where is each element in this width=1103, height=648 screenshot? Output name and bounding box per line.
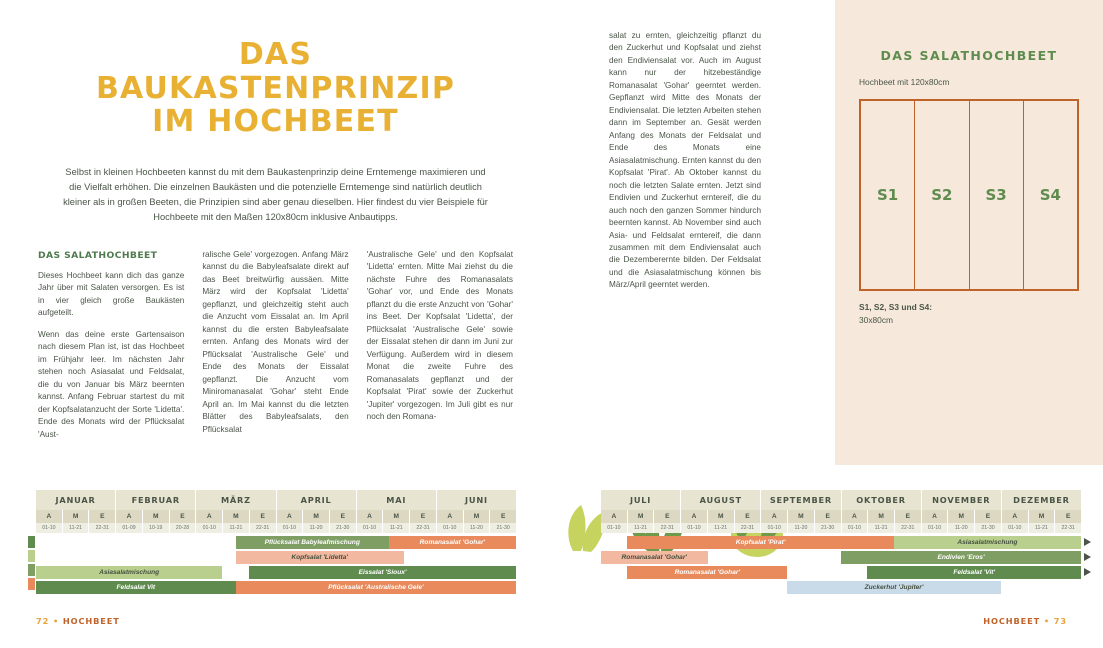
crop-bar: Romanasalat 'Gohar' — [389, 536, 516, 549]
day-range: 11-21 — [63, 523, 90, 533]
side-tab — [28, 564, 35, 576]
calendar-bars — [36, 536, 516, 594]
bar-row — [36, 551, 516, 564]
ame-cell: E — [654, 510, 680, 523]
day-range: 21-30 — [975, 523, 1001, 533]
calendar-days-row — [601, 523, 1081, 533]
ame-cell: E — [89, 510, 115, 523]
continues-arrow-icon — [1084, 568, 1091, 576]
calendar-ame-row — [36, 510, 516, 523]
ame-cell: E — [735, 510, 761, 523]
ame-cell: M — [788, 510, 815, 523]
bed-note-bold: S1, S2, S3 und S4: — [859, 302, 933, 312]
day-range: 11-20 — [788, 523, 815, 533]
crop-bar: Kopfsalat 'Pirat' — [627, 536, 893, 549]
section-heading: DAS SALATHOCHBEET — [38, 249, 158, 261]
calendar-month-header — [36, 490, 516, 510]
day-range: 22-31 — [410, 523, 436, 533]
day-range: 21-30 — [490, 523, 516, 533]
ame-cell: A — [601, 510, 628, 523]
ame-cell: A — [116, 510, 143, 523]
month-label: NOVEMBER — [922, 490, 1002, 510]
ame-cell: E — [895, 510, 921, 523]
panel-title: DAS SALATHOCHBEET — [880, 48, 1058, 63]
bar-row — [601, 536, 1081, 549]
bar-row — [601, 581, 1081, 594]
day-range: 11-21 — [223, 523, 250, 533]
ame-cell: E — [330, 510, 356, 523]
day-range: 11-20 — [948, 523, 975, 533]
body-columns — [38, 249, 513, 450]
day-range: 22-31 — [89, 523, 115, 533]
footer-separator: • — [52, 616, 60, 626]
day-range: 22-31 — [895, 523, 921, 533]
footer-chapter: HOCHBEET — [62, 616, 120, 626]
day-range: 01-10 — [842, 523, 869, 533]
bed-cell-s3: S3 — [970, 101, 1024, 289]
side-tab — [28, 578, 35, 590]
month-label: APRIL — [277, 490, 357, 510]
crop-bar: Eissalat 'Sioux' — [249, 566, 516, 579]
paragraph: 'Australische Gele' und den Kopfsalat 'Lidetta' ernten. Mitte Mai ziehst du die nächste Fuhre des Romanasalats 'Gohar' vor, und Ende des Monats pflanzt du die erste Anzucht von 'Gohar' ins Beet. Der Kopfsalat 'Lidetta', der Pflücksalat 'Australische Gele' sowie der Eissalat stehen dir dann im Juni zur Verfügung. Außerdem wird in diesem Monat die zweite Fuhre des Romanasalats gepflanzt und der Kopfsalat 'Pirat' sowie der Zuckerhut 'Jupiter' vorgezogen. Im Juli gibt es nur noch den Romana- — [366, 249, 513, 422]
page-title — [60, 38, 491, 139]
month-label: JUNI — [437, 490, 516, 510]
day-range: 22-31 — [250, 523, 276, 533]
ame-cell: M — [948, 510, 975, 523]
month-label: DEZEMBER — [1002, 490, 1081, 510]
ame-cell: M — [868, 510, 895, 523]
month-label: OKTOBER — [842, 490, 922, 510]
day-range: 10-19 — [143, 523, 170, 533]
ame-cell: A — [36, 510, 63, 523]
day-range: 01-10 — [601, 523, 628, 533]
day-range: 11-21 — [628, 523, 655, 533]
crop-bar: Feldsalat 'Vit' — [867, 566, 1081, 579]
ame-cell: A — [277, 510, 304, 523]
day-range: 01-10 — [36, 523, 63, 533]
footer-right — [983, 616, 1067, 626]
column-2 — [202, 249, 348, 450]
crop-bar: Pflücksalat 'Australische Gele' — [236, 581, 516, 594]
day-range: 11-21 — [383, 523, 410, 533]
page-number: 72 — [36, 616, 50, 626]
calendar-second-half — [601, 490, 1081, 596]
paragraph: Wenn das deine erste Gartensaison nach diesem Plan ist, ist das Hochbeet im Frühjahr leer. Im nächsten Jahr stehen noch Asiasalat und Feldsalat, die du von Januar bis März beernten kannst. Anfang Februar startest du mit der Kopfsalatanzucht der Sorte 'Lidetta'. Ende des Monats wird der Pflücksalat 'Aust- — [38, 329, 185, 439]
ame-cell: A — [922, 510, 949, 523]
continues-arrow-icon — [1084, 553, 1091, 561]
ame-cell: E — [410, 510, 436, 523]
crop-bar: Endivien 'Eros' — [841, 551, 1081, 564]
column-3 — [367, 249, 513, 450]
bar-row — [601, 566, 1081, 579]
calendar-days-row — [36, 523, 516, 533]
footer-chapter: HOCHBEET — [983, 616, 1041, 626]
ame-cell: A — [357, 510, 384, 523]
title-line-1: DAS BAUKASTENPRINZIP — [95, 37, 456, 106]
title-line-2: IM HOCHBEET — [152, 104, 399, 140]
footer-separator: • — [1043, 616, 1051, 626]
day-range: 11-21 — [1029, 523, 1056, 533]
month-label: JULI — [601, 490, 681, 510]
intro-paragraph: Selbst in kleinen Hochbeeten kannst du mit dem Baukastenprinzip deine Erntemenge maximieren und die Vielfalt erhöhen. Die einzelnen Baukästen und die potenzielle Erntemenge sind natürlich deutlich kleiner als in großen Beeten, die Prinzipien sind aber genau dieselben. Hier findest du vier Beispiele für Hochbeete mit den Maßen 120x80cm inklusive Anbautipps. — [63, 166, 488, 222]
crop-bar: Pflücksalat Babyleafmischung — [236, 536, 389, 549]
bed-cell-s1: S1 — [861, 101, 915, 289]
ame-cell: M — [303, 510, 330, 523]
ame-cell: M — [383, 510, 410, 523]
month-label: AUGUST — [681, 490, 761, 510]
day-range: 01-10 — [196, 523, 223, 533]
ame-cell: E — [250, 510, 276, 523]
calendar-ame-row — [601, 510, 1081, 523]
day-range: 01-10 — [357, 523, 384, 533]
ame-cell: E — [170, 510, 196, 523]
bed-note-size: 30x80cm — [859, 314, 893, 325]
month-label: FEBRUAR — [116, 490, 196, 510]
calendar-month-header — [601, 490, 1081, 510]
ame-cell: M — [628, 510, 655, 523]
ame-cell: M — [223, 510, 250, 523]
day-range: 21-30 — [330, 523, 356, 533]
day-range: 01-09 — [116, 523, 143, 533]
ame-cell: M — [63, 510, 90, 523]
panel-subtitle: Hochbeet mit 120x80cm — [859, 77, 950, 87]
ame-cell: A — [842, 510, 869, 523]
day-range: 01-10 — [922, 523, 949, 533]
side-tab — [28, 536, 35, 548]
paragraph: salat zu ernten, gleichzeitig pflanzt du den Zuckerhut und Kopfsalat und ziehst den Endiviensalat vor. Auch im August kann nur der hitzebeständige Romanasalat 'Gohar' geerntet werden. Gepflanzt wird Mitte des Monats der Endiviensalat. Die letzten Arbeiten stehen dann im September an. Gesät werden Anfang des Monats der Feldsalat und Ende des Monats eine Asiasalatmischung. Ernten kannst du den Kopfsalat 'Pirat'. Ab Oktober kannst du noch die letzten Salate ernten. Jetzt sind Endivien und Zuckerhut erntereif, die du auch noch den ganzen Sommer hindurch beernten kannst. Ab November sind auch Asia- und Feldsalat erntereif, die dann zusammen mit dem Endiviensalat auch die Dezemberernte bilden. Der Feldsalat und die Asiasalatmischung können bis März/April geerntet werden. — [609, 31, 761, 290]
side-tab — [28, 550, 35, 562]
day-range: 11-21 — [868, 523, 895, 533]
bar-row — [36, 581, 516, 594]
ame-cell: M — [464, 510, 491, 523]
bed-cell-s2: S2 — [915, 101, 969, 289]
day-range: 01-10 — [1002, 523, 1029, 533]
day-range: 01-10 — [681, 523, 708, 533]
ame-cell: E — [975, 510, 1001, 523]
day-range: 22-31 — [735, 523, 761, 533]
month-label: MÄRZ — [196, 490, 276, 510]
month-label: SEPTEMBER — [761, 490, 841, 510]
side-tab-group — [28, 536, 35, 590]
day-range: 01-10 — [761, 523, 788, 533]
continues-arrow-icon — [1084, 538, 1091, 546]
day-range: 01-10 — [277, 523, 304, 533]
crop-bar: Asiasalatmischung — [894, 536, 1081, 549]
day-range: 22-31 — [654, 523, 680, 533]
ame-cell: A — [681, 510, 708, 523]
ame-cell: M — [143, 510, 170, 523]
bed-cell-s4: S4 — [1039, 186, 1061, 204]
ame-cell: A — [437, 510, 464, 523]
crop-bar: Zuckerhut 'Jupiter' — [787, 581, 1001, 594]
day-range: 11-21 — [708, 523, 735, 533]
right-page — [551, 0, 1103, 648]
ame-cell: E — [490, 510, 516, 523]
column-1 — [38, 249, 184, 450]
raised-bed-diagram — [859, 99, 1079, 291]
ame-cell: M — [708, 510, 735, 523]
day-range: 11-20 — [464, 523, 491, 533]
left-page — [0, 0, 551, 648]
illustration-panel — [835, 0, 1103, 465]
day-range: 20-28 — [170, 523, 196, 533]
ame-cell: E — [815, 510, 841, 523]
bed-note — [859, 301, 1079, 326]
crop-bar: Feldsalat Vit — [36, 581, 236, 594]
paragraph: ralische Gele' vorgezogen. Anfang März kannst du die Babyleafsalate direkt auf das Beet breitwürfig aussäen. Mitte März wird der Kopfsalat 'Lidetta' gepflanzt, und gleichzeitig steht auch die Anzucht vom Eissalat an. Im April kannst du die ersten Babyleafsalate ernten. Anfang des Monats wird der Pflücksalat 'Australische Gele' und Ende des Monats der Eissalat gepflanzt. Die Anzucht vom Miniromanasalat 'Gohar' steht Ende April an. Im Mai kannst du die letzten Blätter des Babyleafsalats, den Pflücksalat — [202, 249, 349, 434]
month-label: MAI — [357, 490, 437, 510]
day-range: 21-30 — [815, 523, 841, 533]
ame-cell: E — [1055, 510, 1081, 523]
paragraph: Dieses Hochbeet kann dich das ganze Jahr über mit Salaten versorgen. Es ist in vier gleich große Baukästen aufgeteilt. — [38, 270, 185, 318]
bar-row — [601, 551, 1081, 564]
right-column-1 — [609, 30, 761, 301]
footer-left — [36, 616, 120, 626]
crop-bar: Asiasalatmischung — [36, 566, 222, 579]
day-range: 11-20 — [303, 523, 330, 533]
page-number: 73 — [1053, 616, 1067, 626]
day-range: 22-31 — [1055, 523, 1081, 533]
calendar-bars — [601, 536, 1081, 594]
crop-bar: Romanasalat 'Gohar' — [601, 551, 708, 564]
day-range: 01-10 — [437, 523, 464, 533]
calendar-first-half — [36, 490, 516, 596]
ame-cell: A — [196, 510, 223, 523]
crop-bar: Romanasalat 'Gohar' — [627, 566, 787, 579]
ame-cell: M — [1029, 510, 1056, 523]
ame-cell: A — [761, 510, 788, 523]
crop-bar: Kopfsalat 'Lidetta' — [236, 551, 404, 564]
bar-row — [36, 566, 516, 579]
month-label: JANUAR — [36, 490, 116, 510]
ame-cell: A — [1002, 510, 1029, 523]
bar-row — [36, 536, 516, 549]
